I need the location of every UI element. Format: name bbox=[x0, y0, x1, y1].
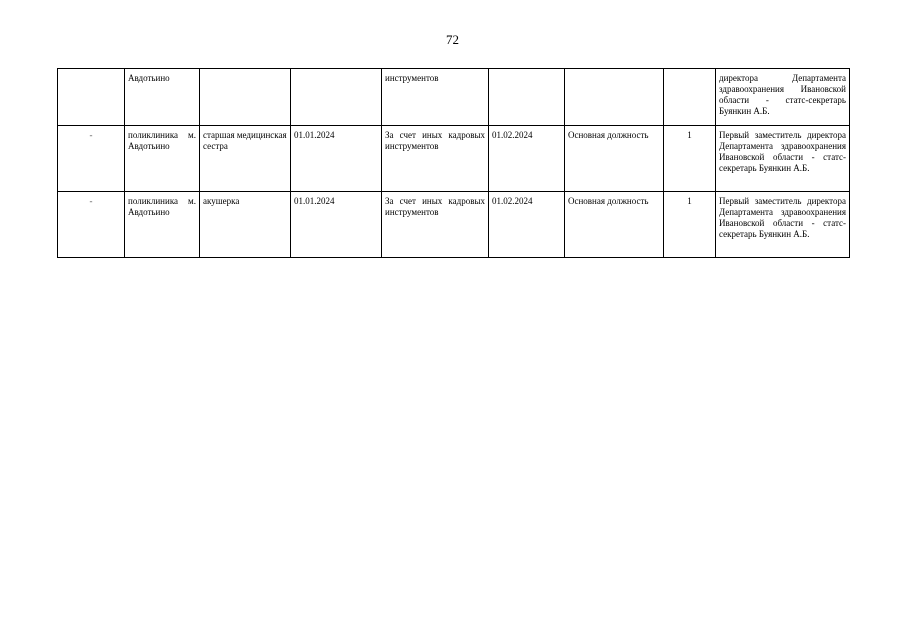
organization-cell: поликлиника м. Авдотьино bbox=[125, 126, 200, 192]
row-number-cell: - bbox=[58, 126, 125, 192]
funding-source-cell: За счет иных кадровых инструментов bbox=[382, 126, 489, 192]
table-row bbox=[58, 126, 850, 192]
start-date-cell bbox=[291, 69, 382, 126]
row-number-cell bbox=[58, 69, 125, 126]
quantity-cell bbox=[664, 69, 716, 126]
start-date-cell: 01.01.2024 bbox=[291, 126, 382, 192]
responsible-person-cell: директора Департамента здравоохранения Ивановской области - статс-секретарь Буянкин А.Б. bbox=[716, 69, 850, 126]
position-type-cell: Основная должность bbox=[565, 192, 664, 258]
start-date-cell: 01.01.2024 bbox=[291, 192, 382, 258]
funding-source-cell: инструментов bbox=[382, 69, 489, 126]
page-number: 72 bbox=[446, 32, 459, 47]
organization-cell: Авдотьино bbox=[125, 69, 200, 126]
responsible-person-cell: Первый заместитель директора Департамента здравоохранения Ивановской области - статс-секретарь Буянкин А.Б. bbox=[716, 126, 850, 192]
position-type-cell: Основная должность bbox=[565, 126, 664, 192]
position-cell: акушерка bbox=[200, 192, 291, 258]
table-row bbox=[58, 192, 850, 258]
end-date-cell bbox=[489, 69, 565, 126]
quantity-cell: 1 bbox=[664, 192, 716, 258]
table-row bbox=[58, 69, 850, 126]
responsible-person-cell: Первый заместитель директора Департамента здравоохранения Ивановской области - статс-секретарь Буянкин А.Б. bbox=[716, 192, 850, 258]
organization-cell: поликлиника м. Авдотьино bbox=[125, 192, 200, 258]
end-date-cell: 01.02.2024 bbox=[489, 192, 565, 258]
row-number-cell: - bbox=[58, 192, 125, 258]
position-cell bbox=[200, 69, 291, 126]
funding-source-cell: За счет иных кадровых инструментов bbox=[382, 192, 489, 258]
end-date-cell: 01.02.2024 bbox=[489, 126, 565, 192]
position-type-cell bbox=[565, 69, 664, 126]
quantity-cell: 1 bbox=[664, 126, 716, 192]
position-cell: старшая медицинская сестра bbox=[200, 126, 291, 192]
staffing-table bbox=[57, 68, 850, 258]
